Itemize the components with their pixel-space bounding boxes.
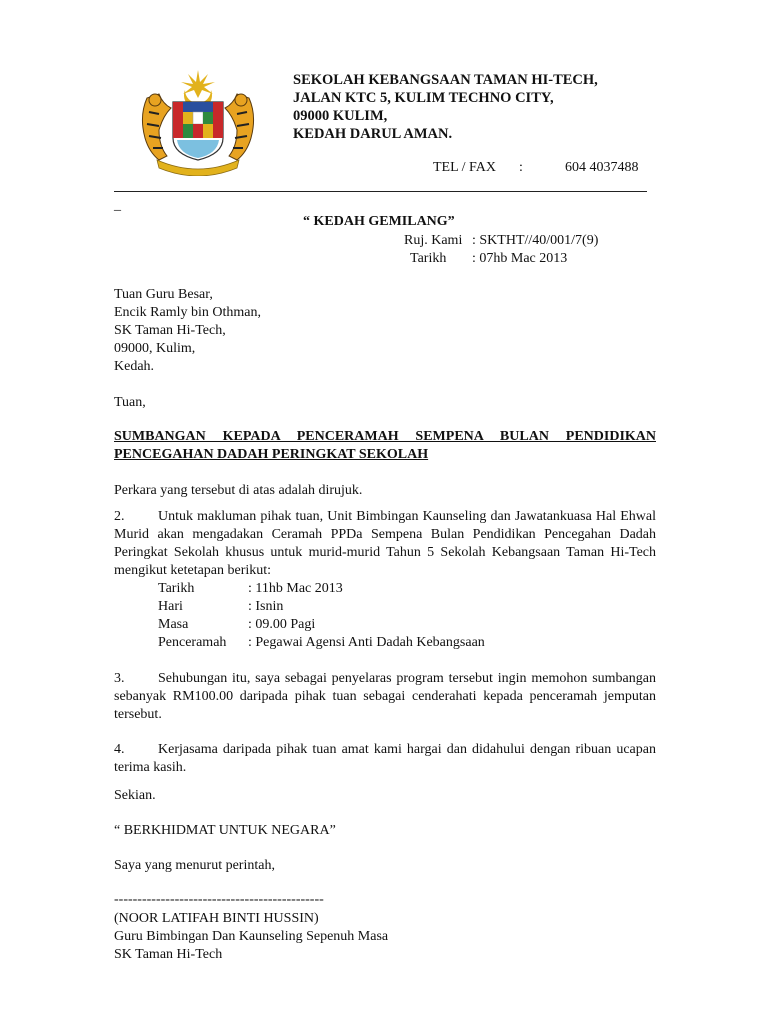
signer-title: Guru Bimbingan Dan Kaunseling Sepenuh Masa xyxy=(114,929,389,944)
detail-value: : 09.00 Pagi xyxy=(248,617,316,632)
school-name: SEKOLAH KEBANGSAAN TAMAN HI-TECH, xyxy=(293,72,598,88)
recipient-line: Kedah. xyxy=(114,359,155,374)
signer-name: (NOOR LATIFAH BINTI HUSSIN) xyxy=(114,911,319,926)
signer-organization: SK Taman Hi-Tech xyxy=(114,947,223,962)
letter-date-label: Tarikh xyxy=(410,251,447,266)
recipient-line: Encik Ramly bin Othman, xyxy=(114,305,261,320)
reference-value: : SKTHT//40/001/7(9) xyxy=(472,233,599,248)
reference-label: Ruj. Kami xyxy=(404,233,463,248)
coat-of-arms-logo xyxy=(137,68,259,176)
paragraph-3: Sehubungan itu, saya sebagai penyelaras program tersebut ingin memohon sumbangan sebanyak RM100.00 daripada pihak tuan sebagai cenderahati kepada penceramah jemputan tersebut. xyxy=(114,671,656,722)
slogan: “ BERKHIDMAT UNTUK NEGARA” xyxy=(114,823,336,838)
detail-value: : 11hb Mac 2013 xyxy=(248,581,343,596)
paragraph-number: 4. xyxy=(114,742,125,757)
school-address-line3: KEDAH DARUL AMAN. xyxy=(293,126,453,142)
recipient-line: 09000, Kulim, xyxy=(114,341,196,356)
tel-separator: : xyxy=(519,160,523,175)
divider-underscore: _ xyxy=(114,198,121,213)
recipient-line: SK Taman Hi-Tech, xyxy=(114,323,226,338)
detail-label: Tarikh xyxy=(158,581,195,596)
order-line: Saya yang menurut perintah, xyxy=(114,858,275,873)
detail-value: : Isnin xyxy=(248,599,284,614)
paragraph-4: Kerjasama daripada pihak tuan amat kami hargai dan didahului dengan ribuan ucapan terima kasih. xyxy=(114,742,656,775)
intro-sentence: Perkara yang tersebut di atas adalah dirujuk. xyxy=(114,483,363,498)
paragraph-2: Untuk makluman pihak tuan, Unit Bimbingan Kaunseling dan Jawatankuasa Hal Ehwal Murid akan mengadakan Ceramah PPDa Sempena Bulan Pendidikan Pencegahan Dadah Peringkat Sekolah khusus untuk murid-murid Tahun 5 Sekolah Kebangsaan Taman Hi-Tech mengikut ketetapan berikut: xyxy=(114,509,656,578)
paragraph-number: 2. xyxy=(114,509,125,524)
paragraph-number: 3. xyxy=(114,671,125,686)
state-motto: “ KEDAH GEMILANG” xyxy=(303,214,455,229)
signature-line: --------------------------------------------- xyxy=(114,892,324,907)
closing: Sekian. xyxy=(114,788,156,803)
tel-label: TEL / FAX xyxy=(433,160,496,175)
letter-date-value: : 07hb Mac 2013 xyxy=(472,251,568,266)
subject-line: PENCEGAHAN DADAH PERINGKAT SEKOLAH xyxy=(114,447,429,462)
school-address-line2: 09000 KULIM, xyxy=(293,108,388,124)
header-divider xyxy=(114,191,647,192)
detail-label: Hari xyxy=(158,599,183,614)
detail-label: Penceramah xyxy=(158,635,227,650)
detail-label: Masa xyxy=(158,617,189,632)
tel-value: 604 4037488 xyxy=(565,160,639,175)
detail-value: : Pegawai Agensi Anti Dadah Kebangsaan xyxy=(248,635,485,650)
salutation: Tuan, xyxy=(114,395,146,410)
recipient-line: Tuan Guru Besar, xyxy=(114,287,213,302)
subject-line: SUMBANGAN KEPADA PENCERAMAH SEMPENA BULAN PENDIDIKAN xyxy=(114,429,656,444)
school-address-line1: JALAN KTC 5, KULIM TECHNO CITY, xyxy=(293,90,554,106)
